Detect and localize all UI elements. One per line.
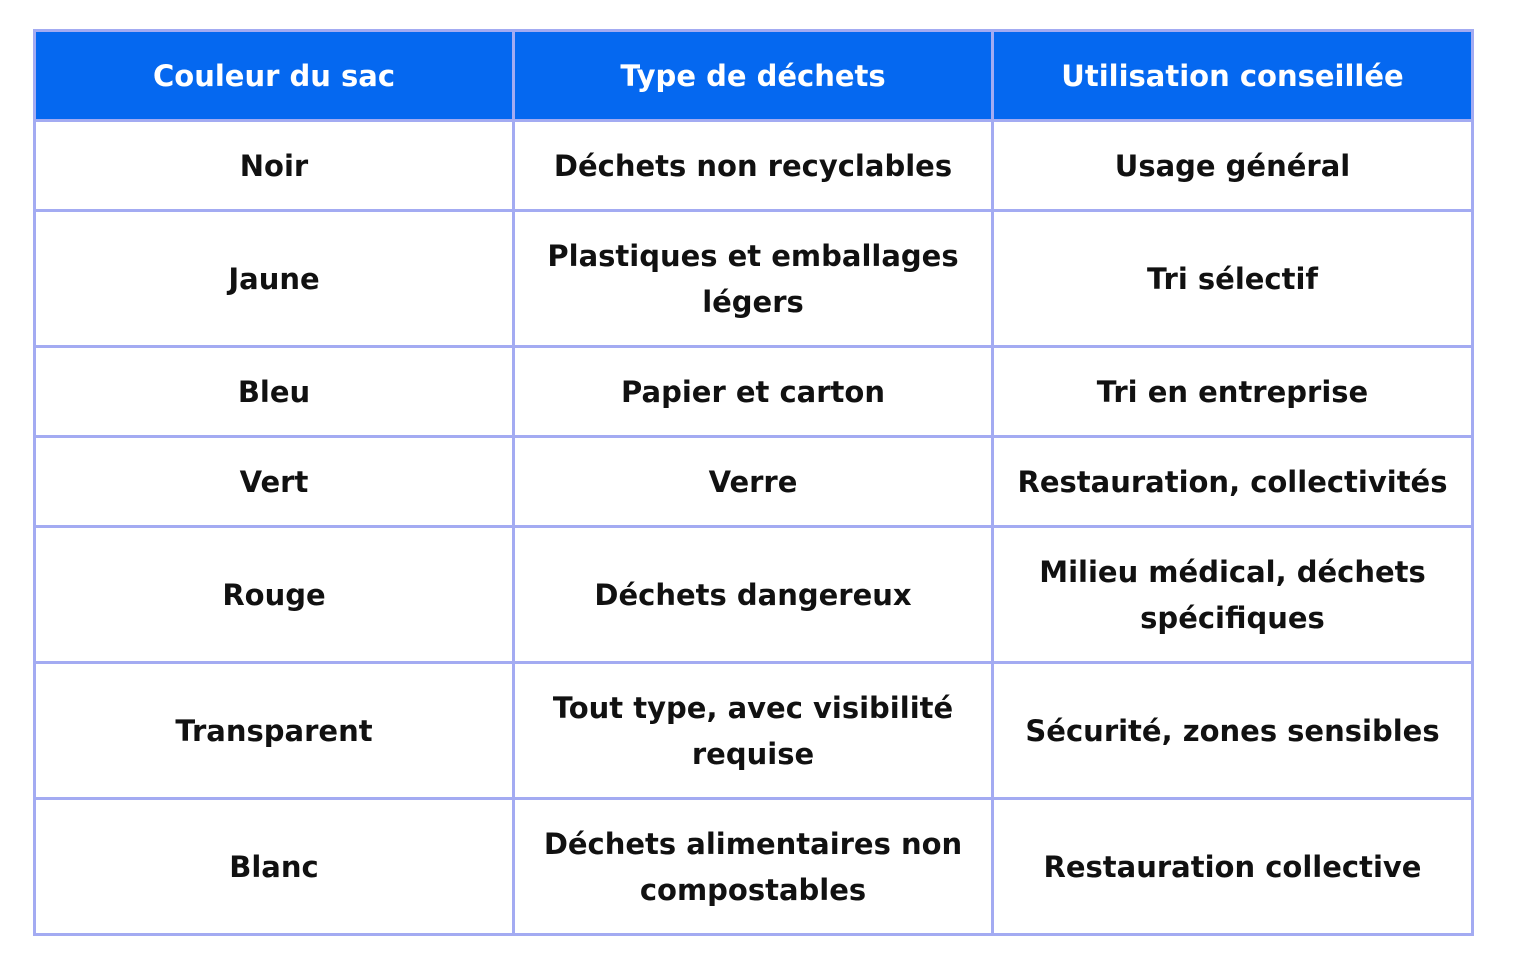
- cell-waste-type: Déchets non recyclables: [514, 121, 993, 211]
- cell-recommended-use: Tri sélectif: [993, 211, 1473, 347]
- cell-bag-color: Blanc: [35, 799, 514, 935]
- cell-waste-type: Verre: [514, 437, 993, 527]
- table-row: [35, 211, 1473, 347]
- cell-waste-type: Tout type, avec visibilité requise: [514, 663, 993, 799]
- cell-waste-type: Déchets alimentaires non compostables: [514, 799, 993, 935]
- table-row: [35, 663, 1473, 799]
- table-row: [35, 527, 1473, 663]
- table-header: [35, 31, 1473, 121]
- bag-color-table: [33, 29, 1474, 936]
- cell-bag-color: Vert: [35, 437, 514, 527]
- header-bag-color: Couleur du sac: [35, 31, 514, 121]
- header-row: [35, 31, 1473, 121]
- header-waste-type: Type de déchets: [514, 31, 993, 121]
- table-row: [35, 799, 1473, 935]
- cell-recommended-use: Restauration, collectivités: [993, 437, 1473, 527]
- cell-recommended-use: Usage général: [993, 121, 1473, 211]
- table-row: [35, 121, 1473, 211]
- header-recommended-use: Utilisation conseillée: [993, 31, 1473, 121]
- cell-recommended-use: Restauration collective: [993, 799, 1473, 935]
- cell-bag-color: Transparent: [35, 663, 514, 799]
- cell-bag-color: Rouge: [35, 527, 514, 663]
- cell-waste-type: Plastiques et emballages légers: [514, 211, 993, 347]
- cell-bag-color: Bleu: [35, 347, 514, 437]
- table-body: [35, 121, 1473, 935]
- cell-recommended-use: Tri en entreprise: [993, 347, 1473, 437]
- table-row: [35, 437, 1473, 527]
- cell-recommended-use: Sécurité, zones sensibles: [993, 663, 1473, 799]
- cell-recommended-use: Milieu médical, déchets spécifiques: [993, 527, 1473, 663]
- cell-bag-color: Noir: [35, 121, 514, 211]
- cell-bag-color: Jaune: [35, 211, 514, 347]
- cell-waste-type: Papier et carton: [514, 347, 993, 437]
- table-row: [35, 347, 1473, 437]
- cell-waste-type: Déchets dangereux: [514, 527, 993, 663]
- bag-color-table-container: [33, 29, 1471, 936]
